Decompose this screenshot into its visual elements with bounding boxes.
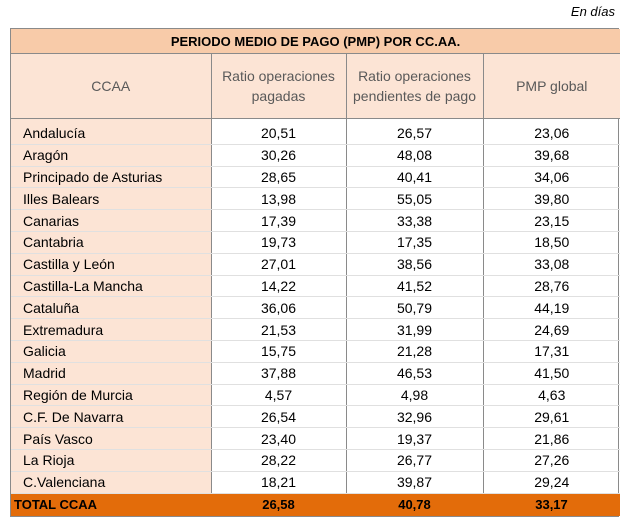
pmp-global-value: 29,61 [483,406,620,428]
header-ratio-pagadas: Ratio operaciones pagadas [211,54,346,119]
ratio-pagadas-value: 28,22 [211,449,346,471]
ccaa-name: La Rioja [11,449,211,471]
pmp-table-container [10,28,619,517]
table-row [11,319,620,341]
table-row [11,123,620,144]
pmp-global-value: 39,68 [483,144,620,166]
ratio-pagadas-value: 28,65 [211,166,346,188]
ratio-pendientes-value: 55,05 [346,188,483,210]
pmp-global-value: 18,50 [483,231,620,253]
ccaa-name: Aragón [11,144,211,166]
ratio-pendientes-value: 33,38 [346,210,483,232]
pmp-global-value: 41,50 [483,362,620,384]
total-row [11,493,620,516]
table-row [11,471,620,493]
table-row [11,384,620,406]
pmp-table [11,29,620,516]
ratio-pendientes-value: 48,08 [346,144,483,166]
ratio-pendientes-value: 21,28 [346,340,483,362]
pmp-global-value: 21,86 [483,428,620,450]
ratio-pendientes-value: 46,53 [346,362,483,384]
ratio-pendientes-value: 41,52 [346,275,483,297]
pmp-global-value: 34,06 [483,166,620,188]
ratio-pendientes-value: 26,77 [346,449,483,471]
pmp-global-value: 24,69 [483,319,620,341]
ratio-pagadas-value: 17,39 [211,210,346,232]
ratio-pagadas-value: 14,22 [211,275,346,297]
ccaa-name: C.Valenciana [11,471,211,493]
ratio-pendientes-value: 38,56 [346,253,483,275]
pmp-global-value: 39,80 [483,188,620,210]
ratio-pagadas-value: 19,73 [211,231,346,253]
table-row [11,253,620,275]
ccaa-name: C.F. De Navarra [11,406,211,428]
ratio-pendientes-value: 19,37 [346,428,483,450]
ccaa-name: Castilla y León [11,253,211,275]
ccaa-name: Andalucía [11,123,211,144]
ratio-pagadas-value: 15,75 [211,340,346,362]
total-ratio-pagadas: 26,58 [211,493,346,516]
header-ccaa: CCAA [11,54,211,119]
ccaa-name: Cantabria [11,231,211,253]
pmp-global-value: 44,19 [483,297,620,319]
total-label: TOTAL CCAA [11,493,211,516]
total-pmp-global: 33,17 [483,493,620,516]
table-row [11,428,620,450]
ratio-pagadas-value: 21,53 [211,319,346,341]
ratio-pendientes-value: 50,79 [346,297,483,319]
ratio-pagadas-value: 26,54 [211,406,346,428]
header-ratio-pendientes: Ratio operaciones pendientes de pago [346,54,483,119]
ratio-pagadas-value: 20,51 [211,123,346,144]
ccaa-name: Extremadura [11,319,211,341]
table-row [11,275,620,297]
pmp-global-value: 27,26 [483,449,620,471]
pmp-global-value: 33,08 [483,253,620,275]
ratio-pagadas-value: 23,40 [211,428,346,450]
ccaa-name: Canarias [11,210,211,232]
pmp-global-value: 28,76 [483,275,620,297]
ccaa-name: Galicia [11,340,211,362]
ratio-pagadas-value: 36,06 [211,297,346,319]
ratio-pagadas-value: 4,57 [211,384,346,406]
pmp-global-value: 4,63 [483,384,620,406]
table-row [11,297,620,319]
ccaa-name: Madrid [11,362,211,384]
ratio-pendientes-value: 39,87 [346,471,483,493]
ratio-pagadas-value: 13,98 [211,188,346,210]
ccaa-name: Región de Murcia [11,384,211,406]
table-title-row [11,29,620,54]
ratio-pendientes-value: 17,35 [346,231,483,253]
table-row [11,340,620,362]
table-title: PERIODO MEDIO DE PAGO (PMP) POR CC.AA. [11,29,620,54]
pmp-global-value: 23,06 [483,123,620,144]
ratio-pagadas-value: 30,26 [211,144,346,166]
table-row [11,362,620,384]
ratio-pagadas-value: 27,01 [211,253,346,275]
table-row [11,210,620,232]
table-row [11,231,620,253]
pmp-global-value: 29,24 [483,471,620,493]
ccaa-name: Illes Balears [11,188,211,210]
ratio-pendientes-value: 26,57 [346,123,483,144]
pmp-global-value: 17,31 [483,340,620,362]
table-row [11,449,620,471]
ccaa-name: Principado de Asturias [11,166,211,188]
ccaa-name: País Vasco [11,428,211,450]
table-row [11,166,620,188]
total-ratio-pendientes: 40,78 [346,493,483,516]
pmp-global-value: 23,15 [483,210,620,232]
table-row [11,406,620,428]
ratio-pagadas-value: 37,88 [211,362,346,384]
ratio-pendientes-value: 32,96 [346,406,483,428]
ccaa-name: Castilla-La Mancha [11,275,211,297]
column-header-row [11,54,620,119]
table-row [11,144,620,166]
ccaa-name: Cataluña [11,297,211,319]
table-row [11,188,620,210]
unit-note: En días [570,4,615,19]
ratio-pendientes-value: 31,99 [346,319,483,341]
header-pmp-global: PMP global [483,54,620,119]
ratio-pendientes-value: 4,98 [346,384,483,406]
ratio-pendientes-value: 40,41 [346,166,483,188]
ratio-pagadas-value: 18,21 [211,471,346,493]
